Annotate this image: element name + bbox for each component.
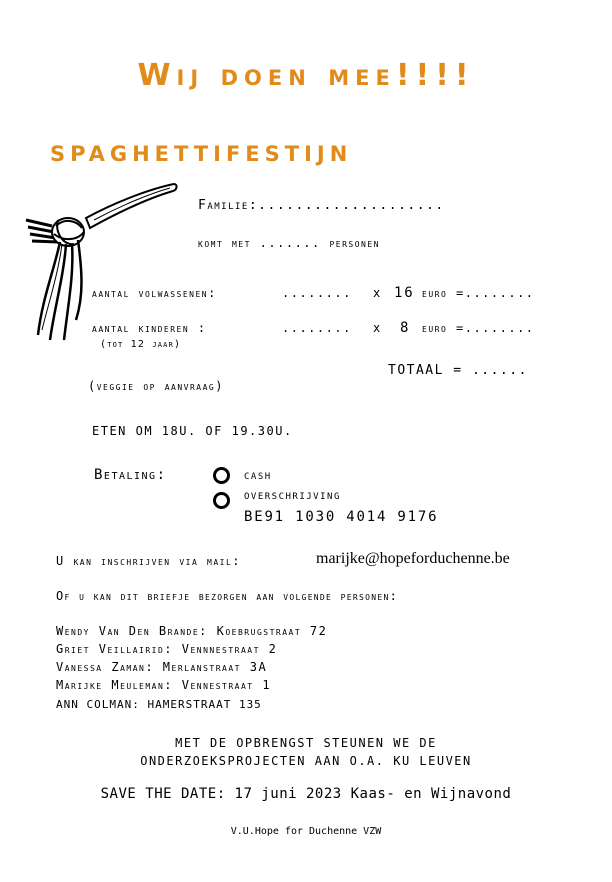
kinderen-note: (tot 12 jaar)	[100, 339, 182, 350]
page-title: Wij doen mee!!!!	[137, 58, 475, 93]
volwassenen-label: aantal volwassenen:	[92, 286, 217, 300]
list-item: Wendy Van Den Brande: Koebrugstraat 72	[56, 624, 328, 638]
volwassenen-x: x	[373, 286, 382, 300]
briefje-text: Of u kan dit briefje bezorgen aan volgende personen:	[56, 589, 399, 603]
option-overschrijving-label: overschrijving	[244, 488, 341, 503]
event-title: SPAGHETTIFESTIJN	[50, 142, 353, 166]
volwassenen-euro: euro =........	[422, 286, 535, 300]
kinderen-euro: euro =........	[422, 321, 535, 335]
radio-overschrijving[interactable]	[213, 490, 230, 509]
familie-field: Familie:....................	[198, 198, 445, 213]
radio-circle-icon[interactable]	[213, 467, 230, 484]
kinderen-label: aantal kinderen :	[92, 321, 207, 335]
opbrengst-line-2: ONDERZOEKSPROJECTEN AAN O.A. KU LEUVEN	[140, 754, 472, 768]
list-item: ANN COLMAN: HAMERSTRAAT 135	[56, 698, 262, 711]
list-item: Griet Veillairid: Vennnestraat 2	[56, 642, 278, 656]
eten-times: ETEN OM 18U. OF 19.30U.	[92, 424, 293, 438]
list-item: Vanessa Zaman: Merlanstraat 3A	[56, 660, 268, 674]
vu-footer: V.U.Hope for Duchenne VZW	[230, 826, 382, 837]
inschrijven-label: U kan inschrijven via mail:	[56, 554, 241, 568]
kinderen-dots: ........	[282, 321, 352, 335]
volwassenen-price: 16	[394, 285, 415, 301]
veggie-note: (veggie op aanvraag)	[88, 379, 224, 393]
radio-cash[interactable]	[213, 465, 230, 484]
save-the-date: SAVE THE DATE: 17 juni 2023 Kaas- en Wijnavond	[100, 786, 512, 802]
kinderen-x: x	[373, 321, 382, 335]
komt-met-field: komt met ....... personen	[198, 236, 380, 250]
radio-circle-icon[interactable]	[213, 492, 230, 509]
totaal-field: TOTAAL = ......	[388, 363, 528, 378]
iban: BE91 1030 4014 9176	[244, 509, 439, 525]
list-item: Marijke Meuleman: Vennestraat 1	[56, 678, 272, 692]
opbrengst-line-1: MET DE OPBRENGST STEUNEN WE DE	[175, 736, 437, 750]
option-cash-label: cash	[244, 468, 272, 483]
volwassenen-dots: ........	[282, 286, 352, 300]
betaling-label: Betaling:	[94, 467, 167, 483]
email-link[interactable]: marijke@hopeforduchenne.be	[316, 550, 510, 567]
kinderen-price: 8	[400, 320, 411, 336]
